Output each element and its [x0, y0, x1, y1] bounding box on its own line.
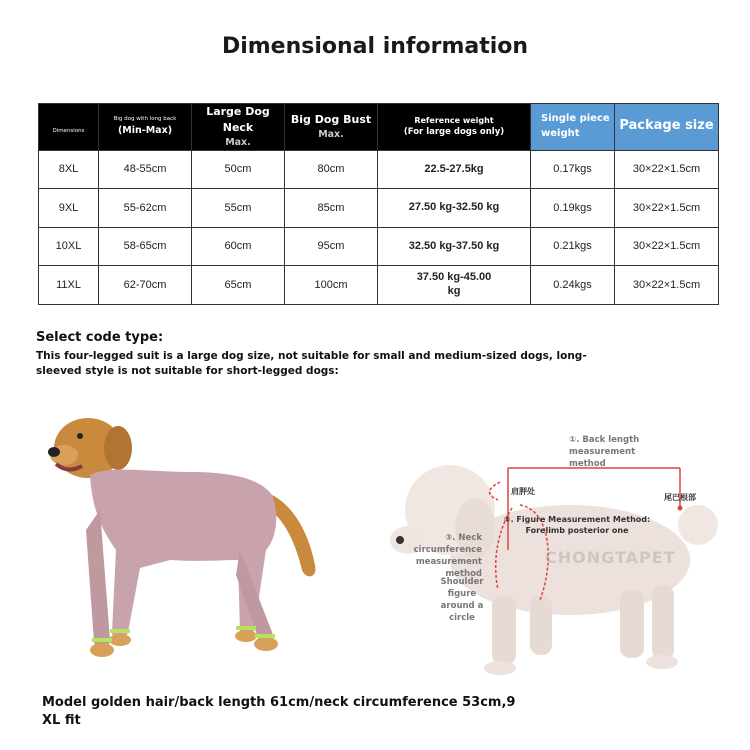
cell-neck: 60cm [192, 227, 285, 266]
back-length-label: ①. Back length measurement method [569, 435, 640, 469]
cell-back: 48-55cm [99, 150, 192, 189]
cell-size: 10XL [39, 227, 99, 266]
cell-weight-ref: 22.5-27.5kg [378, 150, 531, 189]
figure-label: ②. Figure Measurement Method: Forelimb posterior one [503, 515, 651, 535]
cell-size: 9XL [39, 189, 99, 228]
size-table [38, 103, 719, 305]
table-row [39, 189, 719, 228]
cell-size: 8XL [39, 150, 99, 189]
cell-back: 62-70cm [99, 266, 192, 305]
cell-bust: 80cm [285, 150, 378, 189]
cell-bust: 85cm [285, 189, 378, 228]
cell-bust: 95cm [285, 227, 378, 266]
cell-weight-ref: 37.50 kg-45.00 kg [378, 266, 531, 305]
cell-neck: 55cm [192, 189, 285, 228]
header-neck: Large Dog Neck Max. [192, 104, 285, 151]
select-body: This four-legged suit is a large dog size, not suitable for small and medium-sized dogs, long-sleeved style is not suitable for short-legged dogs: [36, 350, 587, 377]
cell-piece: 0.24kgs [531, 266, 615, 305]
select-heading: Select code type: [36, 330, 164, 345]
cell-package: 30×22×1.5cm [615, 189, 719, 228]
cell-bust: 100cm [285, 266, 378, 305]
tail-cn-label: 尾巴根部 [664, 493, 696, 502]
header-reference-weight: Reference weight (For large dogs only) [378, 104, 531, 151]
cell-package: 30×22×1.5cm [615, 150, 719, 189]
cell-back: 55-62cm [99, 189, 192, 228]
cell-weight-ref: 27.50 kg-32.50 kg [378, 189, 531, 228]
cell-neck: 65cm [192, 266, 285, 305]
neck-label: ③. Neck circumference measurement method [413, 533, 482, 579]
cell-piece: 0.17kgs [531, 150, 615, 189]
table-row [39, 227, 719, 266]
cell-weight-ref: 32.50 kg-37.50 kg [378, 227, 531, 266]
cell-neck: 50cm [192, 150, 285, 189]
header-package-size: Package size [615, 104, 719, 151]
watermark: CHONGTAPET [545, 548, 676, 567]
header-dimensions: Dimensions [39, 104, 99, 151]
cell-size: 11XL [39, 266, 99, 305]
shoulder-cn-label: 肩胛处 [511, 487, 535, 496]
cell-package: 30×22×1.5cm [615, 227, 719, 266]
model-caption: Model golden hair/back length 61cm/neck circumference 53cm,9 XL fit [42, 695, 516, 728]
table-row [39, 150, 719, 189]
table-row [39, 266, 719, 305]
golden-dog-photo [40, 400, 340, 680]
cell-piece: 0.21kgs [531, 227, 615, 266]
header-back-length: Big dog with long back (Min-Max) [99, 104, 192, 151]
cell-package: 30×22×1.5cm [615, 266, 719, 305]
shoulder-label: Shoulder figure around a circle [440, 577, 484, 623]
table-header-row [39, 104, 719, 151]
header-bust: Big Dog Bust Max. [285, 104, 378, 151]
cell-back: 58-65cm [99, 227, 192, 266]
page-title: Dimensional information [221, 34, 529, 59]
cell-piece: 0.19kgs [531, 189, 615, 228]
header-piece-weight: Single piece weight [531, 104, 615, 151]
